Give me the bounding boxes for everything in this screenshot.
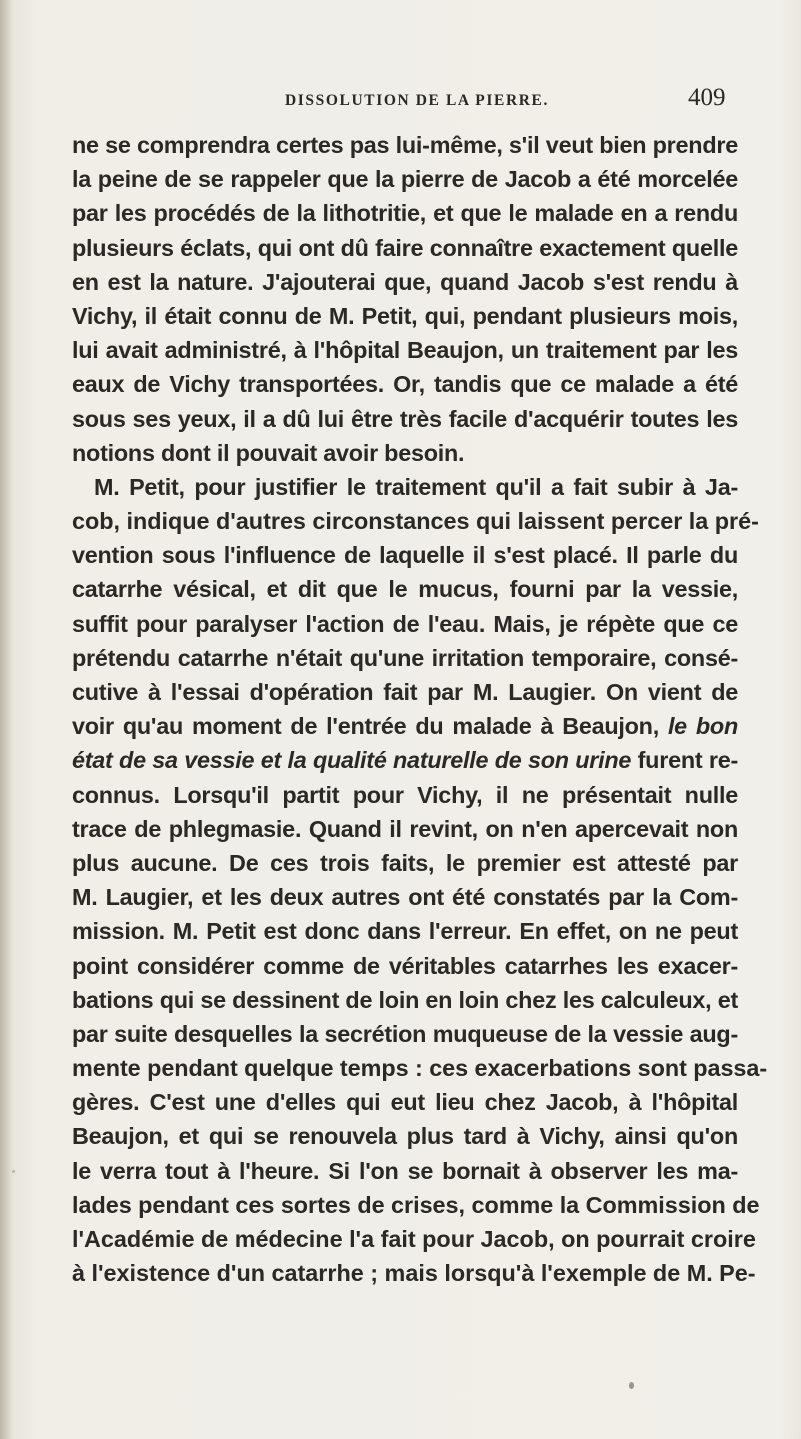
text-line: prétendu catarrhe n'était qu'une irritation temporaire, consé-: [72, 644, 738, 671]
text-line: en est la nature. J'ajouterai que, quand Jacob s'est rendu à: [72, 268, 738, 295]
text-line: Beaujon, et qui se renouvela plus tard à Vichy, ainsi qu'on: [72, 1123, 738, 1150]
text-line: lui avait administré, à l'hôpital Beaujon, un traitement par les: [72, 337, 738, 364]
text-line: connus. Lorsqu'il partit pour Vichy, il ne présentait nulle: [72, 781, 738, 808]
running-head-title: DISSOLUTION DE LA PIERRE.: [285, 92, 549, 109]
text-line-with-italic: [72, 743, 738, 777]
text-line: la peine de se rappeler que la pierre de Jacob a été morcelée: [72, 166, 738, 193]
text-line: cutive à l'essai d'opération fait par M. Laugier. On vient de: [72, 679, 738, 705]
text-line: à l'existence d'un catarrhe ; mais lorsqu'à l'exemple de M. Pe-: [72, 1260, 756, 1287]
text-line: gères. C'est une d'elles qui eut lieu chez Jacob, à l'hôpital: [72, 1089, 738, 1116]
text-line: l'Académie de médecine l'a fait pour Jacob, on pourrait croire: [72, 1226, 756, 1252]
body-text: [72, 128, 768, 1290]
text-line: plusieurs éclats, qui ont dû faire connaître exactement quelle: [72, 234, 738, 261]
text-line: bations qui se dessinent de loin en loin chez les calculeux, et: [72, 986, 738, 1013]
text-line: vention sous l'influence de laquelle il s'est placé. Il parle du: [72, 542, 738, 569]
gutter-shadow: [0, 0, 12, 1439]
text-line: ne se comprendra certes pas lui-même, s'il veut bien prendre: [72, 132, 738, 158]
page-number: 409: [688, 84, 726, 111]
text-line: lades pendant ces sortes de crises, comme la Commission de: [72, 1191, 760, 1218]
text-line-paragraph-end: notions dont il pouvait avoir besoin.: [72, 439, 465, 466]
running-head: [0, 84, 801, 118]
text-line: eaux de Vichy transportées. Or, tandis que ce malade a été: [72, 371, 738, 398]
text-line: plus aucune. De ces trois faits, le premier est attesté par: [72, 849, 738, 876]
text-line: mente pendant quelque temps : ces exacerbations sont passa-: [72, 1055, 768, 1082]
text-line: par suite desquelles la secrétion muqueuse de la vessie aug-: [72, 1020, 738, 1047]
paper-speck: [12, 1170, 15, 1173]
text-segment: voir qu'au moment de l'entrée du malade à Beaujon,: [72, 713, 659, 740]
text-line: mission. M. Petit est donc dans l'erreur. En effet, on ne peut: [72, 918, 738, 945]
text-line: le verra tout à l'heure. Si l'on se bornait à observer les ma-: [72, 1157, 738, 1184]
italic-segment: le bon: [667, 713, 739, 740]
text-line: sous ses yeux, il a dû lui être très facile d'acquérir toutes les: [72, 405, 738, 432]
text-line-paragraph-start: M. Petit, pour justifier le traitement qu'il a fait subir à Ja-: [94, 473, 738, 500]
text-line: par les procédés de la lithotritie, et que le malade en a rendu: [72, 200, 738, 227]
text-line: catarrhe vésical, et dit que le mucus, fourni par la vessie,: [72, 576, 738, 603]
text-line: Vichy, il était connu de M. Petit, qui, pendant plusieurs mois,: [72, 302, 738, 329]
text-segment: furent re-: [637, 747, 739, 774]
paper-speck: [629, 1382, 634, 1389]
italic-segment: état de sa vessie et la qualité naturelle de son urine: [72, 747, 632, 774]
text-line: cob, indique d'autres circonstances qui laissent percer la pré-: [72, 508, 759, 535]
text-line: M. Laugier, et les deux autres ont été constatés par la Com-: [72, 884, 738, 911]
text-line: suffit pour paralyser l'action de l'eau. Mais, je répète que ce: [72, 610, 738, 637]
text-line-with-italic: [72, 709, 738, 743]
text-line: point considérer comme de véritables catarrhes les exacer-: [72, 952, 738, 979]
text-line: trace de phlegmasie. Quand il revint, on n'en apercevait non: [72, 815, 738, 842]
